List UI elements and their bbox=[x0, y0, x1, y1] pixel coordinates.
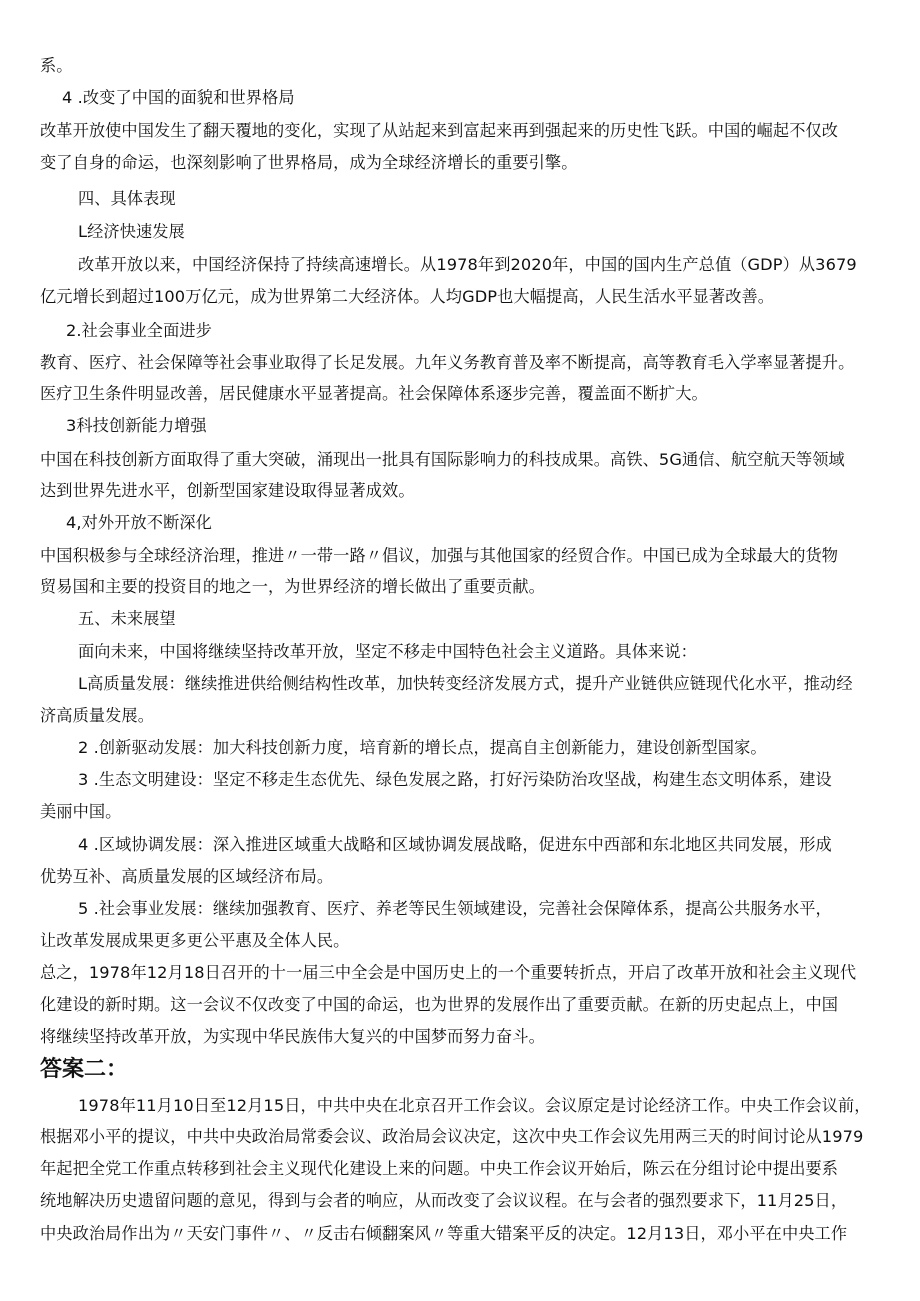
subsection-heading: 4,对外开放不断深化 bbox=[66, 513, 212, 532]
text-line: 中央政治局作出为〃天安门事件〃、〃反击右倾翻案风〃等重大错案平反的决定。12月13日，邓小平在中央工作 bbox=[40, 1224, 848, 1243]
text-line: 面向未来，中国将继续坚持改革开放，坚定不移走中国特色社会主义道路。具体来说： bbox=[78, 642, 697, 661]
text-line: 济高质量发展。 bbox=[40, 706, 155, 725]
text-line: 教育、医疗、社会保障等社会事业取得了长足发展。九年义务教育普及率不断提高，高等教育毛入学率显著提升。 bbox=[40, 353, 855, 372]
text-line: 2 .创新驱动发展：加大科技创新力度，培育新的增长点，提高自主创新能力，建设创新型国家。 bbox=[78, 738, 767, 757]
text-line: 优势互补、高质量发展的区域经济布局。 bbox=[40, 867, 334, 886]
text-line: 5 .社会事业发展：继续加强教育、医疗、养老等民生领域建设，完善社会保障体系，提高公共服务水平， bbox=[78, 899, 832, 918]
text-line: 达到世界先进水平，创新型国家建设取得显著成效。 bbox=[40, 481, 415, 500]
text-line: 让改革发展成果更多更公平惠及全体人民。 bbox=[40, 931, 350, 950]
section-heading: 五、未来展望 bbox=[78, 609, 176, 628]
text-line: 改革开放使中国发生了翻天覆地的变化，实现了从站起来到富起来再到强起来的历史性飞跃。中国的崛起不仅改 bbox=[40, 121, 839, 140]
text-line: L高质量发展：继续推进供给侧结构性改革，加快转变经济发展方式，提升产业链供应链现代化水平，推动经 bbox=[78, 674, 853, 693]
text-line: 1978年11月10日至12月15日，中共中央在北京召开工作会议。会议原定是讨论经济工作。中央工作会议前， bbox=[78, 1096, 871, 1115]
text-line: 总之，1978年12月18日召开的十一届三中全会是中国历史上的一个重要转折点，开启了改革开放和社会主义现代 bbox=[40, 963, 857, 982]
text-line: 美丽中国。 bbox=[40, 802, 122, 821]
text-line: 变了自身的命运，也深刻影响了世界格局，成为全球经济增长的重要引擎。 bbox=[40, 153, 578, 172]
text-line: 医疗卫生条件明显改善，居民健康水平显著提高。社会保障体系逐步完善，覆盖面不断扩大。 bbox=[40, 384, 708, 403]
text-line: 年起把全党工作重点转移到社会主义现代化建设上来的问题。中央工作会议开始后，陈云在分组讨论中提出要系 bbox=[40, 1159, 839, 1178]
subsection-heading: 2.社会事业全面进步 bbox=[66, 321, 212, 340]
text-line: 根据邓小平的提议，中共中央政治局常委会议、政治局会议决定，这次中央工作会议先用两三天的时间讨论从1979 bbox=[40, 1127, 864, 1146]
subsection-heading: L经济快速发展 bbox=[78, 222, 185, 241]
text-line: 贸易国和主要的投资目的地之一，为世界经济的增长做出了重要贡献。 bbox=[40, 577, 545, 596]
section-heading: 4 .改变了中国的面貌和世界格局 bbox=[62, 88, 295, 107]
text-line: 系。 bbox=[40, 56, 73, 75]
section-heading: 四、具体表现 bbox=[78, 189, 176, 208]
text-line: 改革开放以来，中国经济保持了持续高速增长。从1978年到2020年，中国的国内生产总值（GDP）从3679 bbox=[78, 255, 857, 274]
answer-heading: 答案二： bbox=[40, 1057, 129, 1082]
text-line: 4 .区域协调发展：深入推进区域重大战略和区域协调发展战略，促进东中西部和东北地区共同发展，形成 bbox=[78, 835, 832, 854]
text-line: 将继续坚持改革开放，为实现中华民族伟大复兴的中国梦而努力奋斗。 bbox=[40, 1027, 545, 1046]
text-line: 化建设的新时期。这一会议不仅改变了中国的命运，也为世界的发展作出了重要贡献。在新的历史起点上，中国 bbox=[40, 995, 839, 1014]
text-line: 统地解决历史遗留问题的意见，得到与会者的响应，从而改变了会议议程。在与会者的强烈要求下，11月25日， bbox=[40, 1191, 848, 1210]
text-line: 3 .生态文明建设：坚定不移走生态优先、绿色发展之路，打好污染防治攻坚战，构建生态文明体系，建设 bbox=[78, 770, 832, 789]
text-line: 亿元增长到超过100万亿元，成为世界第二大经济体。人均GDP也大幅提高，人民生活水平显著改善。 bbox=[40, 287, 775, 306]
text-line: 中国在科技创新方面取得了重大突破，涌现出一批具有国际影响力的科技成果。高铁、5G通信、航空航天等领域 bbox=[40, 450, 845, 469]
text-line: 中国积极参与全球经济治理，推进〃一带一路〃倡议，加强与其他国家的经贸合作。中国已成为全球最大的货物 bbox=[40, 546, 839, 565]
subsection-heading: 3科技创新能力增强 bbox=[66, 416, 207, 435]
